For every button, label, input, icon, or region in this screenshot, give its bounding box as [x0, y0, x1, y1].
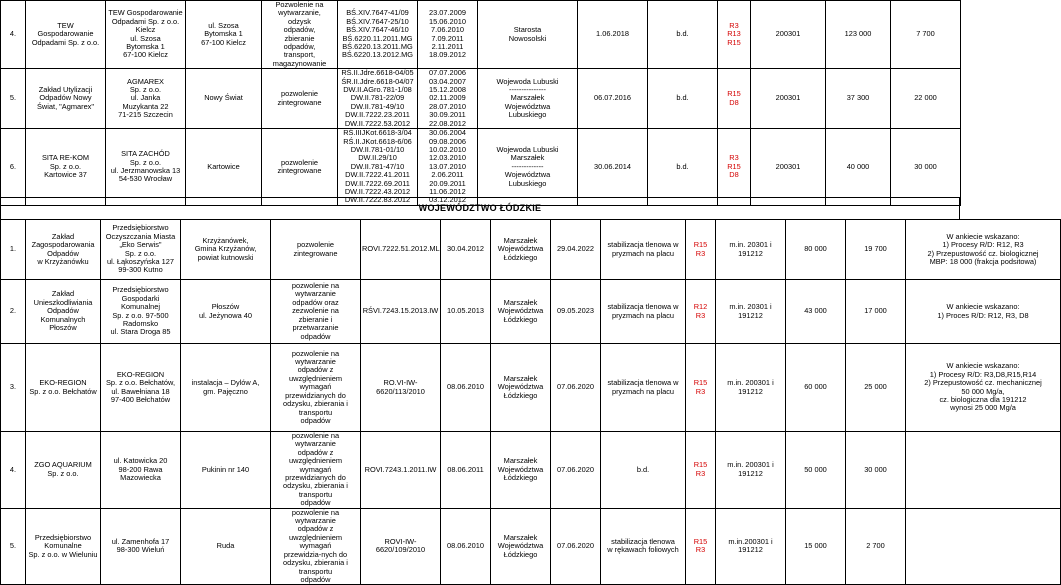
cell-refs: RŚ.IIIJKot.6618-3/04 RŚ.II.JKot.6618-6/06 DW.II.781-01/10 DW.II.29/10 DW.II.781-47/10 DW.II.7222.41.2011 DW.II.7222.69.2011 DW.II.7222.43.2012 DW.II.7222.83.2012: [338, 129, 418, 206]
cell-dates: 30.04.2012: [441, 220, 491, 280]
cell-address: instalacja – Dylów A, gm. Pajęczno: [181, 344, 271, 432]
cell-permit: pozwolenie zintegrowane: [262, 69, 338, 129]
cell-cap2: 19 700: [846, 220, 906, 280]
cell-remarks: [906, 508, 1061, 585]
top-table: [0, 0, 961, 206]
bottom-table-body: [1, 220, 1061, 585]
table-row: [1, 344, 1061, 432]
cell-dates: 08.06.2010: [441, 344, 491, 432]
table-row: [1, 508, 1061, 585]
cell-waste: m.in. 200301 i 191212: [716, 432, 786, 509]
cell-codes: R3 R13 R15: [718, 1, 751, 69]
cell-cap1: 43 000: [786, 280, 846, 344]
cell-address: Ruda: [181, 508, 271, 585]
cell-waste: m.in. 20301 i 191212: [716, 220, 786, 280]
cell-operator: ul. Katowicka 20 98-200 Rawa Mazowiecka: [101, 432, 181, 509]
cell-tech: stabilizacja tlenowa w pryzmach na placu: [601, 220, 686, 280]
cell-refs: RŚ.II.Jdre.6618-04/05 ŚR.II.Jdre.6618-04/07 DW.II.AGro.781-1/08 DW.II.781-22/09 DW.II.781-49/10 DW.II.7222.23.2011 DW.II.7222.53.2012: [338, 69, 418, 129]
cell-permit: Pozwolenie na wytwarzanie, odzysk odpadów, zbieranie odpadów, transport, magazynowanie: [262, 1, 338, 69]
cell-authority: Wojewoda Lubuski Marszałek ------------- Województwa Lubuskiego: [478, 129, 578, 206]
cell-permit: pozwolenie na wytwarzanie odpadów oraz zezwolenie na zbieranie i przetwarzanie odpadów: [271, 280, 361, 344]
cell-cap2: 25 000: [846, 344, 906, 432]
cell-refs: RO.VI-IW-6620/113/2010: [361, 344, 441, 432]
cell-cap1: 123 000: [826, 1, 891, 69]
cell-authority: Marszałek Województwa Łódzkiego: [491, 344, 551, 432]
cell-no: 2.: [1, 280, 26, 344]
cell-tech: stabilizacja tlenowa w rękawach foliowych: [601, 508, 686, 585]
cell-refs: ROVI-IW-6620/109/2010: [361, 508, 441, 585]
section-title: WOJEWÓDZTWO ŁÓDZKIE: [1, 198, 960, 220]
cell-authority: Marszałek Województwa Łódzkiego: [491, 432, 551, 509]
cell-valid: 1.06.2018: [578, 1, 648, 69]
cell-authority: Marszałek Województwa Łódzkiego: [491, 220, 551, 280]
cell-no: 4.: [1, 432, 26, 509]
cell-cap1: 50 000: [786, 432, 846, 509]
cell-valid: 09.05.2023: [551, 280, 601, 344]
cell-waste: m.in.200301 i 191212: [716, 508, 786, 585]
cell-authority: Wojewoda Lubuski --------------- Marszałek Województwa Lubuskiego: [478, 69, 578, 129]
cell-address: ul. Szosa Bytomska 1 67-100 Kielcz: [186, 1, 262, 69]
cell-no: 5.: [1, 69, 26, 129]
cell-codes: R15 R3: [686, 344, 716, 432]
cell-operator: TEW Gospodarowanie Odpadami Sp. z o.o. Kielcz ul. Szosa Bytomska 1 67-100 Kielcz: [106, 1, 186, 69]
cell-operator: AGMAREX Sp. z o.o. ul. Janka Muzykanta 22 71-215 Szczecin: [106, 69, 186, 129]
cell-holder: Zakład Zagospodarowania Odpadów w Krzyżanówku: [26, 220, 101, 280]
cell-permit: pozwolenie zintegrowane: [262, 129, 338, 206]
cell-no: 5.: [1, 508, 26, 585]
cell-codes: R12 R3: [686, 280, 716, 344]
cell-operator: Przedsiębiorstwo Oczyszczania Miasta „Eko Serwis" Sp. z o.o. ul. Łąkoszyńska 127 99-300 Kutno: [101, 220, 181, 280]
cell-valid: 07.06.2020: [551, 432, 601, 509]
cell-permit: pozwolenie na wytwarzanie odpadów z uwzględnieniem wymagań przewidzia-nych do odzysku, zbierania i transportu odpadów: [271, 508, 361, 585]
cell-address: Krzyżanówek, Gmina Krzyżanów, powiat kutnowski: [181, 220, 271, 280]
cell-operator: ul. Zamenhofa 17 98-300 Wieluń: [101, 508, 181, 585]
cell-note: b.d.: [648, 69, 718, 129]
cell-dates: 23.07.2009 15.06.2010 7.06.2010 7.09.2011 2.11.2011 18.09.2012: [418, 1, 478, 69]
cell-authority: Marszałek Województwa Łódzkiego: [491, 508, 551, 585]
bottom-table: [0, 219, 1061, 585]
cell-address: Kartowice: [186, 129, 262, 206]
cell-waste: 200301: [751, 69, 826, 129]
cell-remarks: W ankiecie wskazano: 1) Procesy R/D: R12, R3 2) Przepustowość cz. biologicznej MBP: 18 000 (frakcja podsitowa): [906, 220, 1061, 280]
cell-tech: stabilizacja tlenowa w pryzmach na placu: [601, 344, 686, 432]
cell-operator: EKO-REGION Sp. z o.o. Bełchatów, ul. Bawełniana 18 97-400 Bełchatów: [101, 344, 181, 432]
table-row: [1, 432, 1061, 509]
cell-cap2: 7 700: [891, 1, 961, 69]
cell-note: b.d.: [648, 129, 718, 206]
cell-permit: pozwolenie zintegrowane: [271, 220, 361, 280]
cell-cap2: 2 700: [846, 508, 906, 585]
top-table-body: [1, 1, 961, 206]
cell-valid: 29.04.2022: [551, 220, 601, 280]
cell-valid: 06.07.2016: [578, 69, 648, 129]
cell-address: Pukinin nr 140: [181, 432, 271, 509]
cell-holder: TEW Gospodarowanie Odpadami Sp. z o.o.: [26, 1, 106, 69]
cell-dates: 30.06.2004 09.08.2006 10.02.2010 12.03.2010 13.07.2010 2.06.2011 20.09.2011 11.06.2012 03.12.2012: [418, 129, 478, 206]
cell-address: Płoszów ul. Jeżynowa 40: [181, 280, 271, 344]
cell-holder: SITA RE-KOM Sp. z o.o. Kartowice 37: [26, 129, 106, 206]
cell-cap1: 37 300: [826, 69, 891, 129]
cell-dates: 07.07.2006 03.04.2007 15.12.2008 02.11.2009 28.07.2010 30.09.2011 22.08.2012: [418, 69, 478, 129]
cell-no: 1.: [1, 220, 26, 280]
cell-codes: R15 R3: [686, 432, 716, 509]
cell-dates: 08.06.2011: [441, 432, 491, 509]
cell-waste: m.in. 20301 i 191212: [716, 280, 786, 344]
table-row: [1, 1, 961, 69]
cell-authority: Marszałek Województwa Łódzkiego: [491, 280, 551, 344]
cell-codes: R15 D8: [718, 69, 751, 129]
cell-waste: 200301: [751, 1, 826, 69]
cell-codes: R15 R3: [686, 220, 716, 280]
cell-remarks: W ankiecie wskazano: 1) Procesy R/D: R3,D8,R15,R14 2) Przepustowość cz. mechanicznej 50 000 Mg/a, cz. biologiczna dla 191212 wynosi 25 000 Mg/a: [906, 344, 1061, 432]
cell-refs: RŚVI.7243.15.2013.IW: [361, 280, 441, 344]
cell-no: 4.: [1, 1, 26, 69]
cell-operator: Przedsiębiorstwo Gospodarki Komunalnej Sp. z o.o. 97-500 Radomsko ul. Stara Droga 85: [101, 280, 181, 344]
cell-remarks: [906, 432, 1061, 509]
cell-waste: m.in. 200301 i 191212: [716, 344, 786, 432]
cell-remarks: W ankiecie wskazano: 1) Proces R/D: R12, R3, D8: [906, 280, 1061, 344]
cell-codes: R3 R15 D8: [718, 129, 751, 206]
cell-tech: b.d.: [601, 432, 686, 509]
cell-cap1: 80 000: [786, 220, 846, 280]
cell-permit: pozwolenie na wytwarzanie odpadów z uwzględnieniem wymagań przewidzianych do odzysku, zbierania i transportu odpadów: [271, 344, 361, 432]
cell-authority: Starosta Nowosolski: [478, 1, 578, 69]
cell-waste: 200301: [751, 129, 826, 206]
cell-refs: ROVI.7222.51.2012.ML: [361, 220, 441, 280]
table-row: [1, 280, 1061, 344]
cell-holder: ZGO AQUARIUM Sp. z o.o.: [26, 432, 101, 509]
cell-cap1: 40 000: [826, 129, 891, 206]
cell-tech: stabilizacja tlenowa w pryzmach na placu: [601, 280, 686, 344]
cell-holder: Przedsiębiorstwo Komunalne Sp. z o.o. w Wieluniu: [26, 508, 101, 585]
cell-dates: 08.06.2010: [441, 508, 491, 585]
section-header: [0, 197, 960, 220]
cell-valid: 07.06.2020: [551, 344, 601, 432]
cell-holder: Zakład Unieszkodliwiania Odpadów Komunalnych Płoszów: [26, 280, 101, 344]
cell-no: 3.: [1, 344, 26, 432]
cell-cap1: 60 000: [786, 344, 846, 432]
cell-valid: 30.06.2014: [578, 129, 648, 206]
cell-valid: 07.06.2020: [551, 508, 601, 585]
cell-no: 6.: [1, 129, 26, 206]
cell-refs: BŚ.XIV.7647-41/09 BŚ.XIV.7647-25/10 BŚ.XIV.7647-46/10 BŚ.6220.11.2011.MG BŚ.6220.13.2011.MG BŚ.6220.13.2012.MG: [338, 1, 418, 69]
cell-dates: 10.05.2013: [441, 280, 491, 344]
cell-refs: ROVI.7243.1.2011.IW: [361, 432, 441, 509]
cell-note: b.d.: [648, 1, 718, 69]
cell-address: Nowy Świat: [186, 69, 262, 129]
cell-cap1: 15 000: [786, 508, 846, 585]
cell-codes: R15 R3: [686, 508, 716, 585]
cell-cap2: 17 000: [846, 280, 906, 344]
cell-holder: Zakład Utylizacji Odpadów Nowy Świat, "Agmarex": [26, 69, 106, 129]
cell-cap2: 22 000: [891, 69, 961, 129]
cell-cap2: 30 000: [846, 432, 906, 509]
cell-operator: SITA ZACHÓD Sp. z o.o. ul. Jerzmanowska 13 54-530 Wrocław: [106, 129, 186, 206]
table-row: [1, 69, 961, 129]
cell-cap2: 30 000: [891, 129, 961, 206]
table-row: [1, 220, 1061, 280]
table-row: [1, 129, 961, 206]
cell-permit: pozwolenie na wytwarzanie odpadów z uwzględnieniem wymagań przewidzianych do odzysku, zbierania i transportu odpadów: [271, 432, 361, 509]
cell-holder: EKO-REGION Sp. z o.o. Bełchatów: [26, 344, 101, 432]
